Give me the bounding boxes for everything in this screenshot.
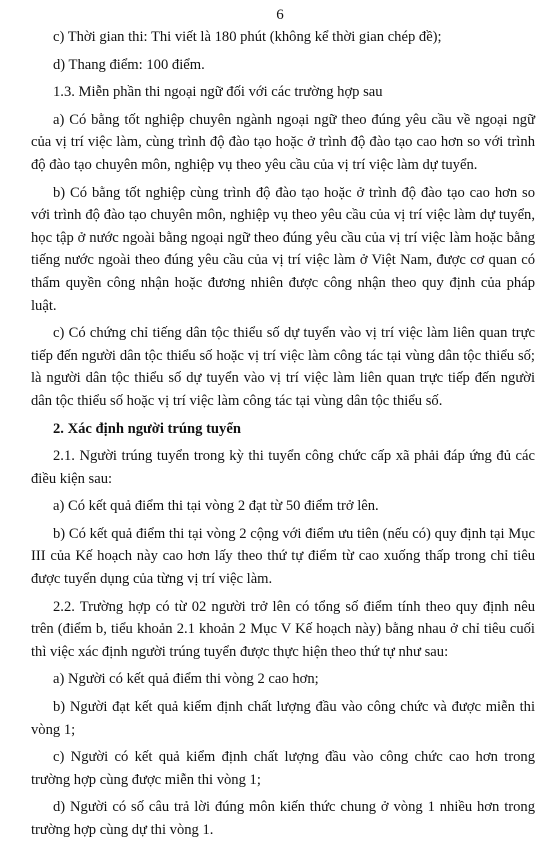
paragraph-exemption-c: c) Có chứng chỉ tiếng dân tộc thiểu số dự tuyển vào vị trí việc làm liên quan trực tiếp đến người dân tộc thiểu số hoặc vị trí việc làm công tác tại vùng dân tộc thiểu số; là người dân tộc thiểu số dự tuyển vào vị trí việc làm liên quan trực tiếp đến người dân tộc thiểu số hoặc vị trí việc làm công tác tại vùng dân tộc thiểu số. (31, 325, 535, 409)
paragraph-score-scale: d) Thang điểm: 100 điểm. (53, 56, 205, 73)
paragraph-tie-break-d: d) Người có số câu trả lời đúng môn kiến thức chung ở vòng 1 nhiều hơn trong trường hợp cùng dự thi vòng 1. (31, 799, 535, 838)
paragraph-condition-a: a) Có kết quả điểm thi tại vòng 2 đạt từ 50 điểm trở lên. (53, 498, 379, 515)
paragraph-tie-break-b: b) Người đạt kết quả kiểm định chất lượng đầu vào công chức và được miễn thi vòng 1; (31, 699, 535, 738)
document-body (31, 26, 535, 847)
page-number: 6 (276, 7, 284, 23)
paragraph-exemption-a: a) Có bằng tốt nghiệp chuyên ngành ngoại ngữ theo đúng yêu cầu về ngoại ngữ của vị trí việc làm, cùng trình độ đào tạo hoặc ở trình độ đào tạo cao hơn so với trình độ đào tạo chuyên môn, nghiệp vụ theo yêu cầu của vị trí việc làm dự tuyển. (31, 111, 535, 173)
paragraph-exam-duration: c) Thời gian thi: Thi viết là 180 phút (không kể thời gian chép đề); (53, 29, 442, 45)
paragraph-tie-break-c: c) Người có kết quả kiểm định chất lượng đầu vào công chức cao hơn trong trường hợp cùng được miễn thi vòng 1; (31, 749, 535, 788)
paragraph-tie-break-intro: 2.2. Trường hợp có từ 02 người trở lên có tổng số điểm tính theo quy định nêu trên (điểm b, tiểu khoản 2.1 khoản 2 Mục V Kế hoạch này) bằng nhau ở chỉ tiêu cuối thì việc xác định người trúng tuyển được thực hiện theo thứ tự như sau: (31, 598, 535, 660)
paragraph-condition-b: b) Có kết quả điểm thi tại vòng 2 cộng với điểm ưu tiên (nếu có) quy định tại Mục III của Kế hoạch này cao hơn lấy theo thứ tự điểm từ cao xuống thấp trong chỉ tiêu được tuyển dụng của từng vị trí việc làm. (31, 525, 535, 588)
paragraph-tie-break-a: a) Người có kết quả điểm thi vòng 2 cao hơn; (53, 671, 319, 688)
section-heading-successful-candidate: 2. Xác định người trúng tuyển (53, 420, 241, 437)
paragraph-exemption-b: b) Có bằng tốt nghiệp cùng trình độ đào tạo hoặc ở trình độ đào tạo cao hơn so với trình độ đào tạo chuyên môn, nghiệp vụ theo yêu cầu của vị trí việc làm dự tuyển, học tập ở nước ngoài bằng ngoại ngữ theo đúng yêu cầu của vị trí việc làm hoặc bằng tiếng nước ngoài theo đúng yêu cầu của vị trí việc làm ở Việt Nam, được cơ quan có thẩm quyền công nhận hoặc đương nhiên được công nhận theo quy định của pháp luật. (31, 184, 535, 314)
paragraph-conditions-intro: 2.1. Người trúng tuyển trong kỳ thi tuyển công chức cấp xã phải đáp ứng đủ các điều kiện sau: (31, 448, 535, 487)
paragraph-foreign-language-exemption: 1.3. Miễn phần thi ngoại ngữ đối với các trường hợp sau (53, 84, 383, 101)
